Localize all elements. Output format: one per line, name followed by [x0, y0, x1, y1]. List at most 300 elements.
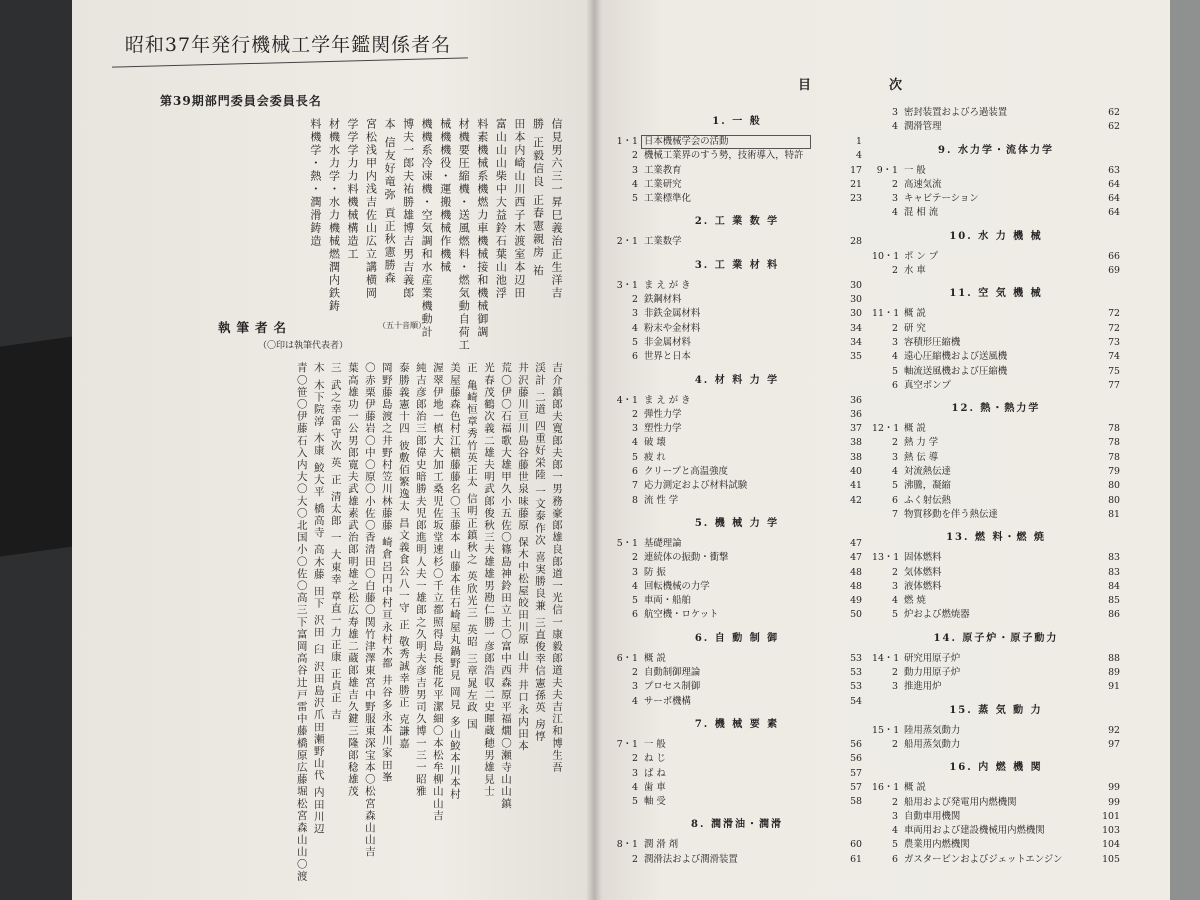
toc-entry-number: 2 [892, 566, 898, 578]
toc-entry-number: 5 [892, 480, 898, 492]
toc-entry-title: 一 般 [904, 164, 926, 176]
toc-entry-page: 30 [850, 308, 862, 320]
toc-entry-page: 58 [850, 796, 862, 808]
toc-entry-page: 78 [1108, 437, 1120, 449]
toc-entry-number: 5・1 [616, 537, 638, 549]
writers-column: 吉介鎮郎夫寛郎夫郎一男務豪郎雄良郎道一光信一康毅郎道夫夫吉江和博生吾 [551, 362, 563, 774]
toc-entry-number: 4 [632, 178, 638, 190]
toc-entry-title: ふく射伝熱 [904, 494, 951, 506]
toc-entry-page: 61 [850, 853, 862, 865]
toc-entry [612, 666, 862, 680]
toc-entry-page: 101 [1102, 810, 1120, 822]
toc-entry [872, 164, 1120, 178]
toc-entry-number: 2 [632, 552, 638, 564]
toc-entry [872, 796, 1120, 810]
toc-entry [872, 379, 1120, 393]
toc-entry-title: 農業用内燃機関 [904, 839, 970, 851]
toc-entry-number: 3 [892, 580, 898, 592]
toc-entry-number: 3 [892, 193, 898, 205]
toc-entry-page: 62 [1108, 107, 1120, 118]
toc-entry-page: 28 [850, 236, 862, 248]
writers-heading: 執筆者名 [218, 320, 293, 335]
toc-section-heading: 4. 材 料 力 学 [694, 374, 780, 386]
toc-entry-number: 7 [632, 480, 638, 492]
toc-entry-title: 一 般 [644, 738, 666, 750]
toc-entry-number: 4 [632, 322, 638, 334]
toc-entry-number: 2 [892, 265, 898, 277]
toc-entry [612, 336, 862, 350]
toc-entry-title: 潤滑管理 [904, 121, 942, 133]
toc-entry [872, 365, 1120, 379]
toc-entry-number: 2 [892, 178, 898, 190]
toc-entry-title: キャビテーション [904, 193, 979, 205]
toc-entry [872, 465, 1120, 479]
toc-entry-number: 4 [892, 595, 898, 607]
toc-entry-number: 3 [632, 767, 638, 779]
toc-entry-title: 液体燃料 [904, 580, 942, 592]
toc-entry [872, 250, 1120, 264]
toc-entry [872, 724, 1120, 738]
toc-entry-number: 6 [892, 853, 898, 865]
toc-entry-title: 気体燃料 [904, 566, 942, 578]
toc-entry [612, 853, 862, 867]
toc-entry-number: 5 [892, 839, 898, 851]
toc-entry-page: 77 [1108, 379, 1120, 391]
toc-entry-page: 84 [1108, 580, 1120, 592]
committee-column: 田本内崎山川西子木渡室本辺田 [512, 118, 526, 300]
toc-entry [612, 422, 862, 436]
writers-order-note: （五十音順） [378, 321, 426, 330]
toc-entry-title: 陸用蒸気動力 [904, 724, 961, 736]
toc-entry [612, 436, 862, 450]
toc-entry [872, 566, 1120, 580]
toc-entry-number: 6 [632, 609, 638, 621]
toc-entry [872, 608, 1120, 622]
toc-entry-page: 85 [1108, 595, 1120, 607]
toc-entry-title: 非鉄金属材料 [644, 308, 701, 320]
toc-entry-title: 水 車 [904, 265, 926, 277]
toc-entry-page: 36 [850, 408, 862, 420]
toc-entry-page: 48 [850, 580, 862, 592]
toc-entry-number: 3 [892, 336, 898, 348]
toc-entry-page: 104 [1102, 839, 1120, 851]
toc-entry-page: 72 [1108, 322, 1120, 334]
toc-entry-number: 15・1 [872, 724, 900, 736]
toc-entry-title: 対流熱伝達 [904, 466, 951, 478]
toc-entry-number: 6 [892, 494, 898, 506]
toc-entry [612, 566, 862, 580]
toc-entry-title: 連続体の振動・衝撃 [644, 552, 729, 564]
toc-entry-number: 4 [892, 207, 898, 219]
toc-entry [872, 551, 1120, 565]
toc-entry-number: 2 [892, 667, 898, 679]
toc-entry-title: クリープと高温強度 [644, 466, 728, 478]
toc-entry [612, 293, 862, 307]
toc-entry-page: 83 [1108, 566, 1120, 578]
toc-entry-page: 53 [850, 667, 862, 679]
toc-entry-number: 3 [632, 308, 638, 320]
toc-entry-number: 4 [892, 825, 898, 837]
committee-column: 宮松浅甲内浅吉佐山広立講横岡 [364, 118, 378, 300]
committee-column: 機機系冷凍機・空気調和水産業機動計 [420, 118, 434, 339]
committee-column: 信見男六三一昇巳義治正生洋吉 [550, 118, 563, 300]
toc-entry-title: 概 説 [644, 652, 666, 664]
toc-title: 目次 [798, 78, 981, 93]
toc-section-heading: 15. 蒸 気 動 力 [949, 704, 1043, 716]
toc-entry [612, 279, 862, 293]
toc-entry-title: ね じ [644, 753, 666, 765]
toc-entry [612, 408, 862, 422]
toc-entry-number: 4 [892, 121, 898, 133]
writers-column: 荒〇伊〇石福歌大雄甲久小五佐〇篠島神鈴田立土〇富中西森原平福燗〇瀬寺山山鎮 [499, 362, 512, 810]
toc-entry-number: 16・1 [872, 782, 900, 794]
toc-entry-number: 4 [632, 580, 638, 592]
toc-entry-number: 3 [892, 681, 898, 693]
toc-entry-title: 固体燃料 [904, 552, 942, 564]
toc-entry-number: 2 [632, 753, 638, 765]
toc-entry-page: 99 [1108, 782, 1120, 794]
toc-entry-number: 5 [632, 796, 638, 808]
toc-entry-page: 105 [1102, 853, 1120, 865]
toc-entry [612, 608, 862, 622]
toc-entry-number: 5 [892, 609, 898, 621]
toc-section-heading: 1. 一 般 [712, 116, 762, 127]
toc-entry-page: 80 [1108, 480, 1120, 492]
toc-entry-page: 78 [1108, 423, 1120, 435]
toc-entry-number: 4 [632, 437, 638, 449]
toc-entry [872, 738, 1120, 752]
toc-section-heading: 16. 内 燃 機 関 [949, 762, 1043, 774]
toc-entry-title: 高速気流 [904, 178, 942, 190]
committee-heading: 第39期部門委員会委員長名 [160, 94, 322, 108]
toc-entry-number: 6 [632, 466, 638, 478]
writers-column: 美屋藤森色村江槇藤藤名〇玉藤本 山藤本佳石崎屋丸鍋野見 岡見 多山鮫本川本村 [448, 362, 461, 801]
toc-entry-title: 軸流送風機および圧縮機 [904, 365, 1008, 377]
toc-section-heading: 10. 水 力 機 械 [949, 230, 1043, 242]
toc-entry-title: 流 性 学 [644, 494, 679, 506]
toc-entry-title: ま え が き [644, 394, 691, 406]
toc-entry [872, 652, 1120, 666]
writers-list [82, 362, 563, 883]
toc-entry-title: プロセス制御 [644, 681, 701, 693]
toc-entry-page: 83 [1108, 552, 1120, 564]
toc-entry [872, 106, 1120, 120]
toc-entry-page: 72 [1108, 308, 1120, 320]
toc-entry-title: 歯 車 [644, 781, 666, 793]
toc-entry-number: 3 [892, 810, 898, 822]
toc-entry [872, 853, 1120, 867]
toc-entry [612, 192, 862, 206]
toc-entry-number: 2 [632, 150, 638, 162]
toc-entry-title: 応力測定および材料試験 [644, 480, 748, 492]
toc-entry-page: 103 [1102, 825, 1120, 837]
toc-entry-page: 38 [850, 437, 862, 449]
toc-entry [872, 810, 1120, 824]
toc-entry-title: ポ ン プ [904, 250, 939, 262]
toc-entry-title: 動力用原子炉 [904, 667, 961, 679]
toc-entry-title: 粉末や金材料 [644, 322, 701, 334]
toc-entry [872, 494, 1120, 508]
toc-entry-page: 4 [856, 150, 862, 162]
toc-entry-page: 60 [850, 839, 862, 851]
toc-entry-title: 炉および燃焼器 [904, 609, 970, 621]
toc-entry [612, 594, 862, 608]
toc-entry-title: 熱 力 学 [904, 437, 939, 449]
toc-entry-page: 79 [1108, 466, 1120, 478]
toc-entry-number: 11・1 [872, 308, 900, 320]
toc-entry-title: 疲 れ [644, 451, 666, 463]
toc-entry-title: 回転機械の力学 [644, 580, 710, 592]
toc-entry-page: 40 [850, 466, 862, 478]
toc-entry [872, 436, 1120, 450]
toc-entry-title: ば ね [644, 767, 666, 779]
committee-column: 械機機役・運搬機械作機械 [438, 118, 452, 274]
toc-entry-title: 遠心圧縮機および送風機 [904, 351, 1008, 363]
toc-entry-page: 74 [1108, 351, 1120, 363]
toc-entry-title: 日本機械学会の活動 [644, 136, 729, 147]
toc-entry-number: 8・1 [616, 839, 638, 851]
writers-column: 岡野藤島渡之井野村笠川林藤藤 崎倉呂円中村亘永村木都 井谷多永本川家田峯 [380, 362, 393, 784]
toc-entry-title: 潤 滑 剤 [644, 839, 679, 851]
page-title: 昭和37年発行機械工学年鑑関係者名 [124, 34, 452, 56]
toc-entry [872, 322, 1120, 336]
toc-entry-title: 沸騰，凝縮 [904, 480, 951, 492]
toc-entry-number: 2 [632, 294, 638, 306]
toc-entry-page: 91 [1108, 681, 1120, 693]
toc-entry-title: 工業研究 [644, 178, 682, 190]
toc-entry-title: 混 相 流 [904, 207, 939, 219]
toc-entry-page: 97 [1108, 738, 1120, 750]
toc-entry-page: 21 [850, 178, 862, 190]
toc-entry-number: 2 [632, 667, 638, 679]
toc-entry [872, 580, 1120, 594]
toc-entry [612, 394, 862, 408]
toc-entry-number: 5 [892, 365, 898, 377]
toc-section-heading: 7. 機 械 要 素 [694, 718, 780, 730]
toc-entry [612, 164, 862, 178]
writers-column: 正 亀崎恒章秀竹英正太 信明正鎮秋之 英欣光三 英昭 三章晁左政 国 [465, 362, 478, 731]
toc-entry [612, 479, 862, 493]
committee-column: 富山山山柴中大益鈴石葉山池浮 [494, 118, 508, 300]
toc-entry-number: 5 [632, 595, 638, 607]
toc-entry [612, 322, 862, 336]
committee-column: 本 信友好竜弥 貢正秋憲勝森 [383, 118, 397, 285]
toc-entry-title: 研究用原子炉 [904, 652, 961, 664]
toc-entry-page: 99 [1108, 796, 1120, 808]
toc-entry [612, 738, 862, 752]
toc-entry-title: ま え が き [644, 279, 691, 291]
toc-entry-page: 78 [1108, 451, 1120, 463]
toc-entry [612, 537, 862, 551]
committee-column: 料素機械系機燃力車機械接和機械御調 [475, 118, 489, 339]
toc-entry-title: 航空機・ロケット [644, 609, 719, 621]
toc-entry-number: 4 [632, 695, 638, 707]
toc-entry-number: 13・1 [872, 552, 900, 564]
toc-entry [612, 451, 862, 465]
toc-entry-number: 10・1 [872, 250, 900, 262]
toc-entry [612, 350, 862, 364]
toc-entry [872, 206, 1120, 220]
toc-entry-title: 推進用炉 [904, 681, 942, 693]
toc-entry-title: 概 説 [904, 308, 926, 320]
committee-column: 博夫一郎夫祐勝雄博吉男吉義郎 [401, 118, 415, 300]
toc-entry-number: 6 [632, 351, 638, 363]
toc-entry-title: 塑性力学 [644, 423, 682, 435]
writers-column: 泰勝義憲十四 彼敷佰繁逸太 昌文義食公八一守 正 敬秀誠幸勝正 克謙嘉 [397, 362, 410, 750]
toc-entry-title: 物質移動を伴う熱伝達 [904, 508, 998, 520]
toc-entry-page: 23 [850, 193, 862, 205]
toc-entry-title: 潤滑法および潤滑装置 [644, 853, 738, 865]
toc-entry-page: 57 [850, 767, 862, 779]
toc-entry-page: 49 [850, 595, 862, 607]
toc-entry-number: 7 [892, 508, 898, 520]
toc-section-heading: 6. 自 動 制 御 [694, 632, 780, 644]
toc-entry-number: 5 [632, 193, 638, 205]
toc-entry-title: 工業教育 [644, 164, 682, 176]
toc-entry [872, 666, 1120, 680]
toc-entry-number: 2 [892, 738, 898, 750]
toc-entry-title: 非金属材料 [644, 336, 691, 348]
committee-column: 学学学力力料機械構造工 [345, 118, 359, 261]
toc-entry-page: 64 [1108, 207, 1120, 219]
toc-entry-page: 75 [1108, 365, 1120, 377]
toc-entry-number: 3 [632, 681, 638, 693]
toc-entry-title: 弾性力学 [644, 408, 682, 420]
toc-entry-page: 56 [850, 753, 862, 765]
toc-entry-title: 工業標準化 [644, 193, 691, 205]
toc-entry-title: 熱 伝 導 [904, 451, 939, 463]
toc-entry-page: 63 [1108, 164, 1120, 176]
toc-entry [612, 767, 862, 781]
writers-column: 純吉彦郎治三郎偉史暗勝夫児郎進明人夫一雄郎之久明夫彦吉男司久博一三一昭雅 [414, 362, 427, 798]
toc-section-heading: 13. 燃 料・燃 焼 [946, 532, 1046, 544]
toc-entry-number: 6・1 [616, 652, 638, 664]
toc-entry-page: 62 [1108, 121, 1120, 133]
writers-column: 青〇笹〇伊藤石入内大〇大〇北国小〇佐〇高三下富岡高谷辻戸雷中藤橋原広藤堀松宮森山山〇渡 [295, 362, 308, 883]
toc-entry [872, 479, 1120, 493]
toc-entry-number: 2 [892, 796, 898, 808]
toc-entry-title: 燃 焼 [904, 595, 926, 607]
toc-entry [612, 781, 862, 795]
page-edge [1170, 0, 1200, 900]
book-gutter [586, 0, 602, 900]
toc-entry [872, 824, 1120, 838]
toc-entry-number: 3 [632, 164, 638, 176]
toc-entry-page: 36 [850, 394, 862, 406]
toc-entry-page: 56 [850, 738, 862, 750]
toc-entry-title: 世界と日本 [644, 351, 691, 363]
toc-entry-number: 2 [892, 322, 898, 334]
toc-entry [612, 494, 862, 508]
toc-entry [872, 680, 1120, 694]
toc-entry-page: 48 [850, 566, 862, 578]
writers-column: 葉高雄功一公男郎寛夫武雄素武治郎明雄之松広寿雄二蔵郎雄吉久鍵三隆郎稔雄茂 [346, 362, 359, 798]
toc-entry [612, 752, 862, 766]
committee-column: 材機水力学・水力機械燃潤内鉄鋳 [327, 118, 341, 313]
toc-entry-page: 38 [850, 451, 862, 463]
toc-entry [872, 264, 1120, 278]
toc-entry-number: 4 [892, 466, 898, 478]
toc-entry [872, 120, 1120, 134]
toc-entry [612, 551, 862, 565]
toc-entry-number: 5 [632, 336, 638, 348]
toc-section-heading: 3. 工 業 材 料 [694, 259, 780, 271]
toc-entry-title: 概 説 [904, 782, 926, 794]
toc-entry-number: 14・1 [872, 652, 900, 664]
toc-entry-number: 6 [892, 379, 898, 391]
toc-entry-page: 53 [850, 652, 862, 664]
toc-entry-title: 破 壊 [644, 437, 666, 449]
toc-entry-title: ガスタービンおよびジェットエンジン [904, 853, 1063, 865]
toc-entry [612, 465, 862, 479]
toc-entry-page: 34 [850, 322, 862, 334]
toc-entry-title: 工業数学 [644, 236, 682, 248]
toc-section-heading: 5. 機 械 力 学 [694, 517, 780, 529]
committee-column: 料機学・熱・潤滑鋳造 [308, 118, 322, 248]
toc-entry-number: 3 [632, 566, 638, 578]
toc-section-heading: 14. 原子炉・原子動力 [933, 632, 1059, 644]
toc-entry-number: 4 [892, 351, 898, 363]
toc-entry-page: 30 [850, 294, 862, 306]
toc-entry-number: 5 [632, 451, 638, 463]
toc-entry-page: 34 [850, 336, 862, 348]
toc-entry [872, 781, 1120, 795]
toc-entry-number: 12・1 [872, 423, 900, 435]
toc-entry [612, 235, 862, 249]
writers-column: 光春茂鶴次義二雄夫明武郎俊秋三夫雄雄男勘仁勝一彦郎浩収二史暉蔵穂男雄見士 [482, 362, 495, 798]
toc-entry [872, 192, 1120, 206]
writers-column: 渥翠伊地一槙大大加工桑児佐坂堂速杉〇千立都照得島長能花平潔細〇本松牟柳山山吉 [431, 362, 444, 822]
writers-column: 渓計 二道 四重好栄陸 一文泰作次 喜実勝良兼 三直俊幸信憲孫英 房惇 [533, 362, 546, 743]
toc-entry-number: 3・1 [616, 279, 638, 291]
committee-column: 材機要圧縮機・送風燃料・燃気動自荷工 [457, 118, 471, 352]
toc-section-heading: 8. 潤滑油・潤滑 [691, 819, 783, 831]
toc-entry-page: 86 [1108, 609, 1120, 621]
toc-entry-title: 機械工業界のすう勢，技術導入，特許 [644, 150, 804, 162]
toc-entry-title: 自動車用機関 [904, 810, 961, 822]
writers-column: 井沢藤川亘川島谷藤世泉味藤原 保木中松屋皎田川原 山井 井口永内田本 [516, 362, 529, 752]
toc-entry-page: 57 [850, 781, 862, 793]
toc-entry-page: 81 [1108, 508, 1120, 520]
toc-entry [612, 307, 862, 321]
toc-section-heading: 12. 熱・熱力学 [951, 403, 1041, 415]
toc-entry-number: 2 [892, 437, 898, 449]
toc-entry-number: 8 [632, 494, 638, 506]
toc-entry [612, 580, 862, 594]
toc-entry-page: 47 [850, 537, 862, 549]
toc-entry-number: 9・1 [876, 164, 898, 176]
toc-entry [872, 178, 1120, 192]
toc-entry-number: 3 [892, 107, 898, 118]
toc-entry-title: 車両用および建設機械用内燃機関 [904, 825, 1045, 837]
toc-entry-page: 88 [1108, 652, 1120, 664]
toc-entry-number: 2・1 [616, 236, 638, 248]
toc-entry [612, 695, 862, 709]
toc-entry-page: 37 [850, 423, 862, 435]
toc-entry [872, 350, 1120, 364]
toc-section-heading: 11. 空 気 機 械 [949, 288, 1043, 300]
toc-entry-title: 鉄鋼材料 [644, 294, 682, 306]
toc-entry-page: 50 [850, 609, 862, 621]
toc-entry-page: 47 [850, 552, 862, 564]
toc-entry-page: 53 [850, 681, 862, 693]
toc-entry-title: 密封装置およびろ過装置 [904, 107, 1008, 118]
toc-entry-title: 容積形圧縮機 [904, 336, 961, 348]
toc-entry [872, 838, 1120, 852]
toc-entry [612, 795, 862, 809]
toc-entry-title: 自動制御理論 [644, 667, 701, 679]
toc-entry-title: 船用蒸気動力 [904, 738, 961, 750]
